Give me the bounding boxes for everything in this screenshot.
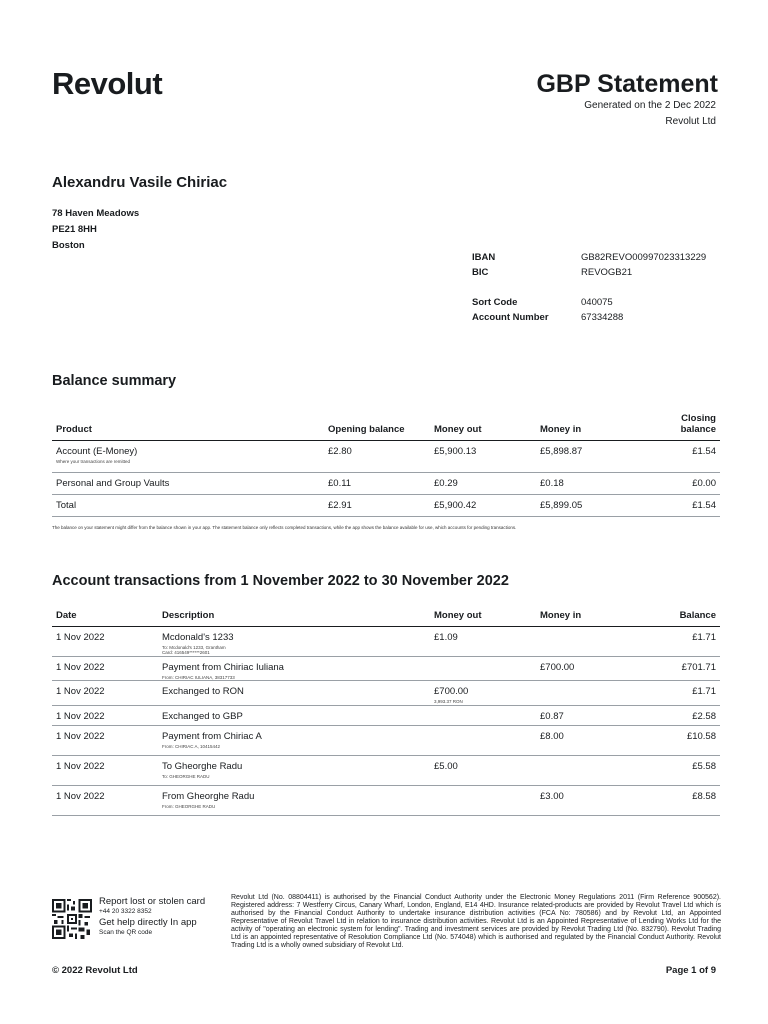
date-cell: 1 Nov 2022 <box>56 661 105 673</box>
product-cell <box>52 440 324 472</box>
generated-date: Generated on the 2 Dec 2022 <box>584 100 716 111</box>
description-text: From Gheorghe Radu <box>162 790 255 802</box>
money-in-cell <box>536 755 636 785</box>
account-number-row <box>472 310 722 325</box>
iban-label: IBAN <box>472 252 496 263</box>
description-subtext: To: GHEORGHE RADU <box>162 773 210 779</box>
money-in-cell <box>536 681 636 706</box>
col-date: Date <box>56 609 77 621</box>
product-subtext: Where your transactions are remitted <box>56 458 131 464</box>
money-out-cell <box>430 681 536 706</box>
exchange-amount: 3,993.37 RON <box>434 699 463 704</box>
money-out-cell: £5,900.13 <box>434 445 477 457</box>
description-text: Payment from Chiriac Iuliana <box>162 661 284 673</box>
money-out-cell <box>430 785 536 815</box>
product-cell: Total <box>56 499 77 511</box>
closing-label-line-1: Closing <box>681 412 716 424</box>
product-cell: Personal and Group Vaults <box>56 477 170 489</box>
money-in-cell: £700.00 <box>540 661 575 673</box>
col-product: Product <box>56 423 92 435</box>
money-out-cell: £0.29 <box>434 477 458 489</box>
description-cell: Exchanged to RON <box>162 686 244 697</box>
description-subline: To: Mcdonald's 1233, Grantham <box>162 644 226 650</box>
customer-name: Alexandru Vasile Chiriac <box>52 174 228 191</box>
closing-cell: £1.54 <box>692 445 716 457</box>
description-cell <box>158 755 430 785</box>
account-number-value: 67334288 <box>581 312 624 323</box>
balance-summary-title: Balance summary <box>52 373 177 389</box>
col-description: Description <box>162 609 215 621</box>
balance-disclaimer: The balance on your statement might differ from the balance shown in your app. The statement balance only reflects completed transactions, while the app shows the balance available for use, which accounts for pending transactions. <box>52 525 517 530</box>
bic-label: BIC <box>472 267 489 278</box>
description-text: Payment from Chiriac A <box>162 730 262 742</box>
money-in-cell: £8.00 <box>540 730 564 742</box>
table-row <box>52 656 720 681</box>
support-phone[interactable]: +44 20 3322 8352 <box>99 908 152 915</box>
date-cell: 1 Nov 2022 <box>56 710 105 722</box>
description-text: To Gheorghe Radu <box>162 760 243 772</box>
money-out-cell: £5.00 <box>434 760 458 772</box>
balance-cell: £1.71 <box>692 686 716 697</box>
balance-cell: £2.58 <box>692 710 716 722</box>
description-cell <box>158 626 430 656</box>
iban-row <box>472 250 722 265</box>
bic-row <box>472 265 722 280</box>
money-out-amount: £700.00 <box>434 686 469 697</box>
col-money-out: Money out <box>434 609 482 621</box>
description-subline: Card: 416549******2601 <box>162 650 210 655</box>
money-out-cell: £1.09 <box>434 631 458 643</box>
product-name: Account (E-Money) <box>56 445 138 457</box>
transactions-table <box>52 606 720 816</box>
date-cell: 1 Nov 2022 <box>56 760 105 772</box>
transactions-header-row <box>52 606 720 626</box>
money-in-cell: £5,898.87 <box>540 445 583 457</box>
col-balance: Balance <box>679 609 716 621</box>
balance-summary-table <box>52 404 720 517</box>
opening-cell: £0.11 <box>328 477 352 489</box>
balance-cell: £5.58 <box>692 760 716 772</box>
table-row <box>52 626 720 656</box>
description-text: Mcdonald's 1233 <box>162 631 234 643</box>
iban-value: GB82REVO00997023313229 <box>581 252 707 263</box>
balance-cell: £8.58 <box>692 790 716 802</box>
description-subtext <box>162 645 426 656</box>
bic-value: REVOGB21 <box>581 267 633 278</box>
help-block <box>99 896 205 937</box>
money-out-cell: £5,900.42 <box>434 499 477 511</box>
col-money-out: Money out <box>434 423 482 435</box>
scan-qr-label: Scan the QR code <box>99 929 153 936</box>
legal-notice: Revolut Ltd (No. 08804411) is authorised by the Financial Conduct Authority under the Electronic Money Regulations 2011 (Firm Reference 900562). Registered address: 7 Westferry Circus, Canary Wharf, London, England, E14 4HD. Insurance related-products are provided by Revolut Travel Ltd which is authorised by the Financial Conduct Authority to undertake insurance distribution activities (FCA No: 780586) and by Revolut Ltd, an Appointed Representative of Revolut Travel Ltd in relation to insurance distribution activities. Revolut Ltd is an Appointed Representative of Lending Works Ltd for the activity of "operating an electronic system for lending". Trading and investment services are provided by Revolut Trading Ltd (No. 832790). Revolut Trading Ltd is an appointed representative of Resolution Compliance Ltd (No. 574048) which is authorised and regulated by the Financial Conduct Authority. Revolut Trading Ltd is a wholly owned subsidiary of Revolut Ltd. <box>231 894 721 949</box>
qr-code-icon[interactable] <box>52 899 92 939</box>
table-row <box>52 681 720 706</box>
money-out-cell <box>430 725 536 755</box>
sort-code-value: 040075 <box>581 297 613 308</box>
balance-cell: £701.71 <box>681 661 716 673</box>
money-in-cell: £0.18 <box>540 477 564 489</box>
balance-cell: £10.58 <box>686 730 716 742</box>
balance-cell: £1.71 <box>692 631 716 643</box>
date-cell: 1 Nov 2022 <box>56 686 105 697</box>
opening-cell: £2.91 <box>328 499 352 511</box>
money-in-cell: £3.00 <box>540 790 564 802</box>
description-cell: Exchanged to GBP <box>162 710 243 722</box>
closing-cell: £0.00 <box>692 477 716 489</box>
date-cell: 1 Nov 2022 <box>56 790 105 802</box>
opening-cell: £2.80 <box>328 445 352 457</box>
description-cell <box>158 656 430 681</box>
description-subtext: From: GHEORGHE RADU <box>162 803 216 809</box>
closing-cell: £1.54 <box>692 499 716 511</box>
table-row <box>52 785 720 815</box>
date-cell: 1 Nov 2022 <box>56 730 105 742</box>
transactions-title: Account transactions from 1 November 2022 to 30 November 2022 <box>52 573 509 589</box>
revolut-logo: Revolut <box>52 66 163 101</box>
address-line-1: 78 Haven Meadows <box>52 208 140 219</box>
money-in-cell <box>536 626 636 656</box>
money-out-cell <box>430 656 536 681</box>
closing-label-line-2: balance <box>680 423 716 435</box>
money-out-cell <box>430 705 536 725</box>
get-help-in-app: Get help directly In app <box>99 917 197 928</box>
table-row <box>52 755 720 785</box>
description-subtext: From: CHIRIAC IULIANA, 38317733 <box>162 674 235 680</box>
customer-address <box>52 206 139 254</box>
bank-details <box>472 250 722 325</box>
page-number: Page 1 of 9 <box>665 965 716 976</box>
description-cell <box>158 785 430 815</box>
sort-code-label: Sort Code <box>472 297 518 308</box>
table-row <box>52 705 720 725</box>
col-money-in: Money in <box>540 609 582 621</box>
description-cell <box>158 725 430 755</box>
date-cell: 1 Nov 2022 <box>56 631 105 643</box>
address-line-3: Boston <box>52 240 85 251</box>
table-row <box>52 494 720 516</box>
sort-code-row <box>472 295 722 310</box>
col-opening-balance: Opening balance <box>328 423 405 435</box>
copyright: © 2022 Revolut Ltd <box>52 965 138 976</box>
balance-header-row <box>52 404 720 440</box>
company-name: Revolut Ltd <box>665 116 716 127</box>
money-in-cell: £5,899.05 <box>540 499 583 511</box>
account-number-label: Account Number <box>472 312 549 323</box>
col-money-in: Money in <box>540 423 582 435</box>
statement-title: GBP Statement <box>536 70 718 98</box>
table-row <box>52 725 720 755</box>
table-row <box>52 472 720 494</box>
report-lost-card: Report lost or stolen card <box>99 896 206 907</box>
money-in-cell: £0.87 <box>540 710 564 722</box>
table-row <box>52 440 720 472</box>
description-subtext: From: CHIRIAC A, 10415442 <box>162 743 221 749</box>
col-closing-balance <box>636 404 720 440</box>
address-line-2: PE21 8HH <box>52 224 97 235</box>
